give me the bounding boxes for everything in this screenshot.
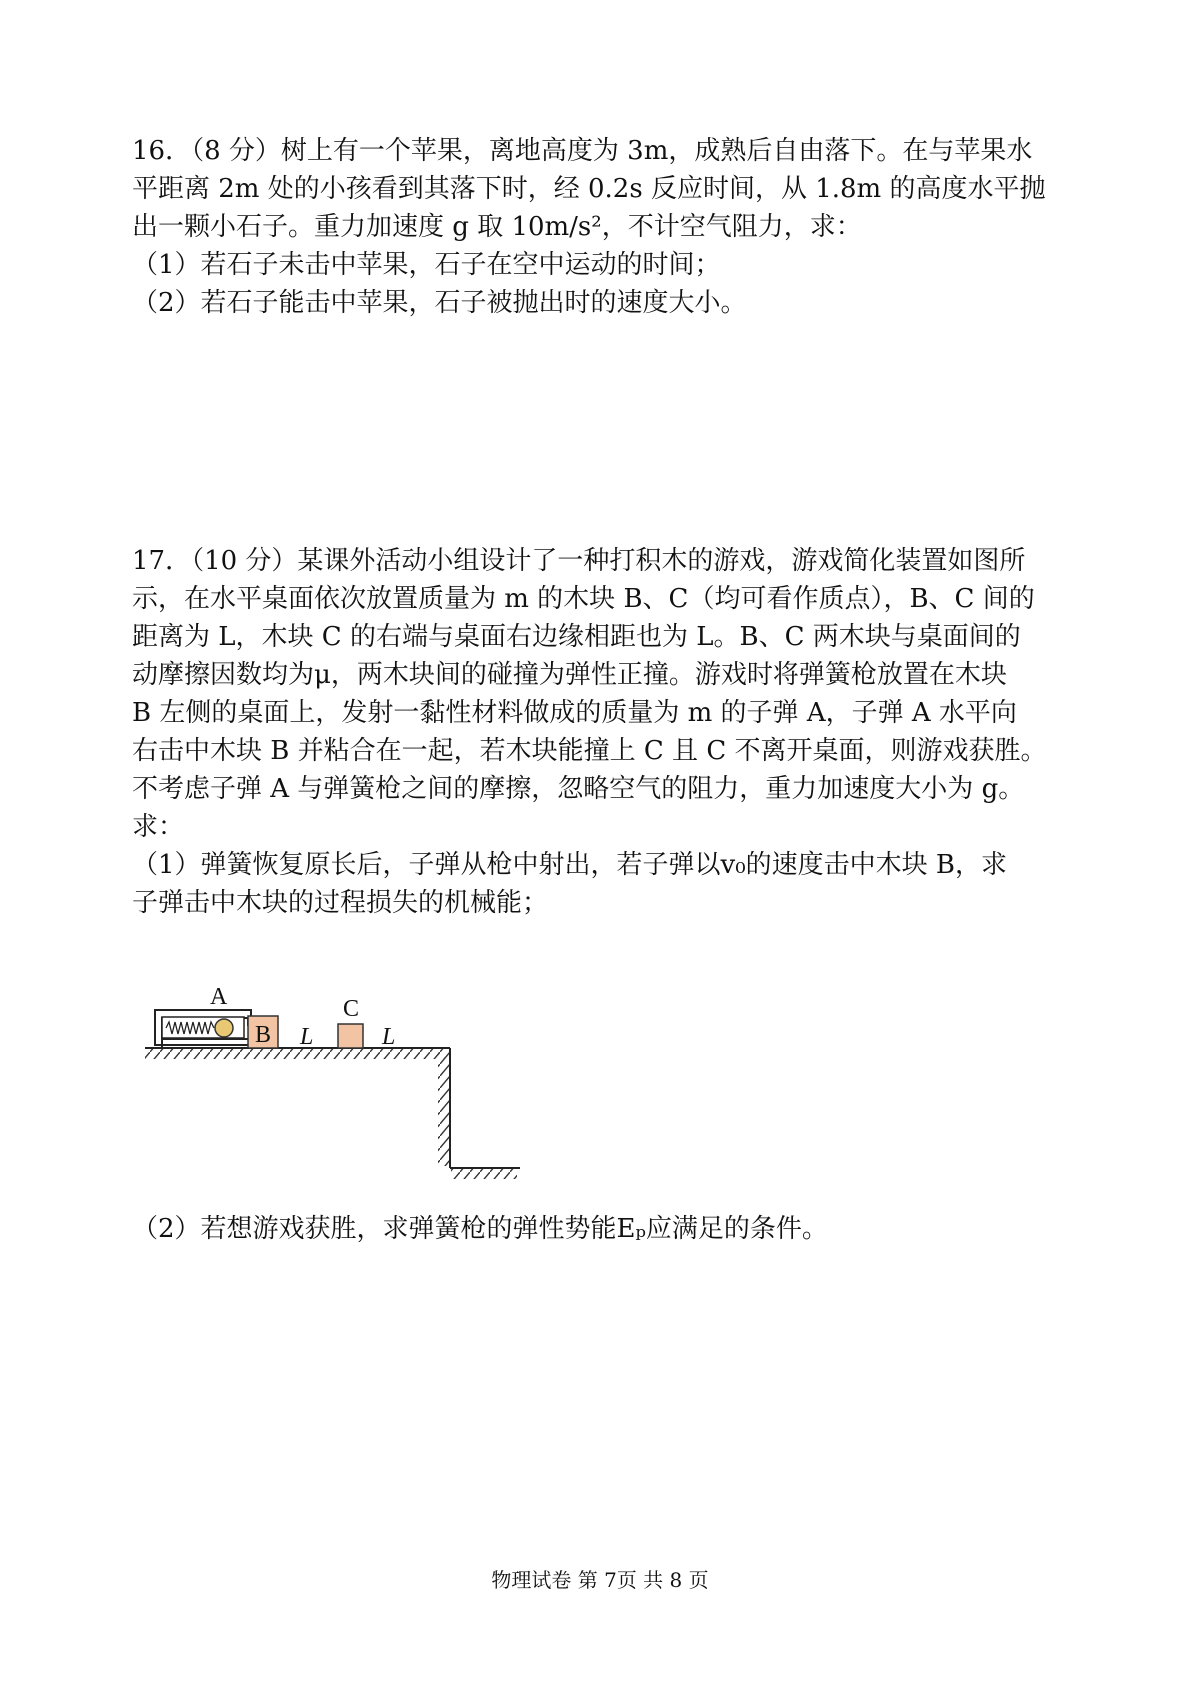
label-l2: L — [382, 1024, 396, 1050]
floor-hatching — [451, 1169, 517, 1179]
q16-part-2: （2）若石子能击中苹果，石子被抛出时的速度大小。 — [132, 288, 747, 318]
q17-part-1-line-2: 子弹击中木块的过程损失的机械能； — [132, 888, 549, 918]
q17-line-1: 17．（10 分）某课外活动小组设计了一种打积木的游戏，游戏简化装置如图所 — [132, 546, 1026, 576]
q17-line-8: 求： — [132, 812, 185, 842]
label-c: C — [343, 996, 360, 1022]
bullet-a — [215, 1019, 233, 1037]
label-a: A — [210, 984, 228, 1010]
spring-gun-block-figure — [140, 968, 520, 1188]
q17-line-3: 距离为 L，木块 C 的右端与桌面右边缘相距也为 L。B、C 两木块与桌面间的 — [132, 622, 1021, 652]
page-footer: 物理试卷 第 7页 共 8 页 — [491, 1568, 709, 1592]
label-l1: L — [300, 1024, 314, 1050]
label-b: B — [255, 1022, 272, 1048]
q17-line-7: 不考虑子弹 A 与弹簧枪之间的摩擦，忽略空气的阻力，重力加速度大小为 g。 — [132, 774, 1025, 804]
q17-line-6: 右击中木块 B 并粘合在一起，若木块能撞上 C 且 C 不离开桌面，则游戏获胜。 — [132, 736, 1047, 766]
q17-part-2: （2）若想游戏获胜，求弹簧枪的弹性势能Eₚ应满足的条件。 — [132, 1214, 828, 1244]
q16-part-1: （1）若石子未击中苹果，石子在空中运动的时间； — [132, 250, 721, 280]
q17-line-2: 示，在水平桌面依次放置质量为 m 的木块 B、C（均可看作质点），B、C 间的 — [132, 584, 1035, 614]
table-hatching — [145, 1049, 445, 1059]
wall-hatching — [438, 1052, 449, 1166]
q16-line-1: 16．（8 分）树上有一个苹果，离地高度为 3m，成熟后自由落下。在与苹果水 — [132, 136, 1033, 166]
q16-line-3: 出一颗小石子。重力加速度 g 取 10m/s²，不计空气阻力，求： — [132, 212, 862, 242]
q17-part-1-line-1: （1）弹簧恢复原长后，子弹从枪中射出，若子弹以v₀的速度击中木块 B，求 — [132, 850, 1008, 880]
block-c — [338, 1024, 363, 1048]
q17-line-5: B 左侧的桌面上，发射一黏性材料做成的质量为 m 的子弹 A，子弹 A 水平向 — [132, 698, 1017, 728]
q16-line-2: 平距离 2m 处的小孩看到其落下时，经 0.2s 反应时间，从 1.8m 的高度水平抛 — [132, 174, 1046, 204]
q17-line-4: 动摩擦因数均为μ，两木块间的碰撞为弹性正撞。游戏时将弹簧枪放置在木块 — [132, 660, 1007, 690]
